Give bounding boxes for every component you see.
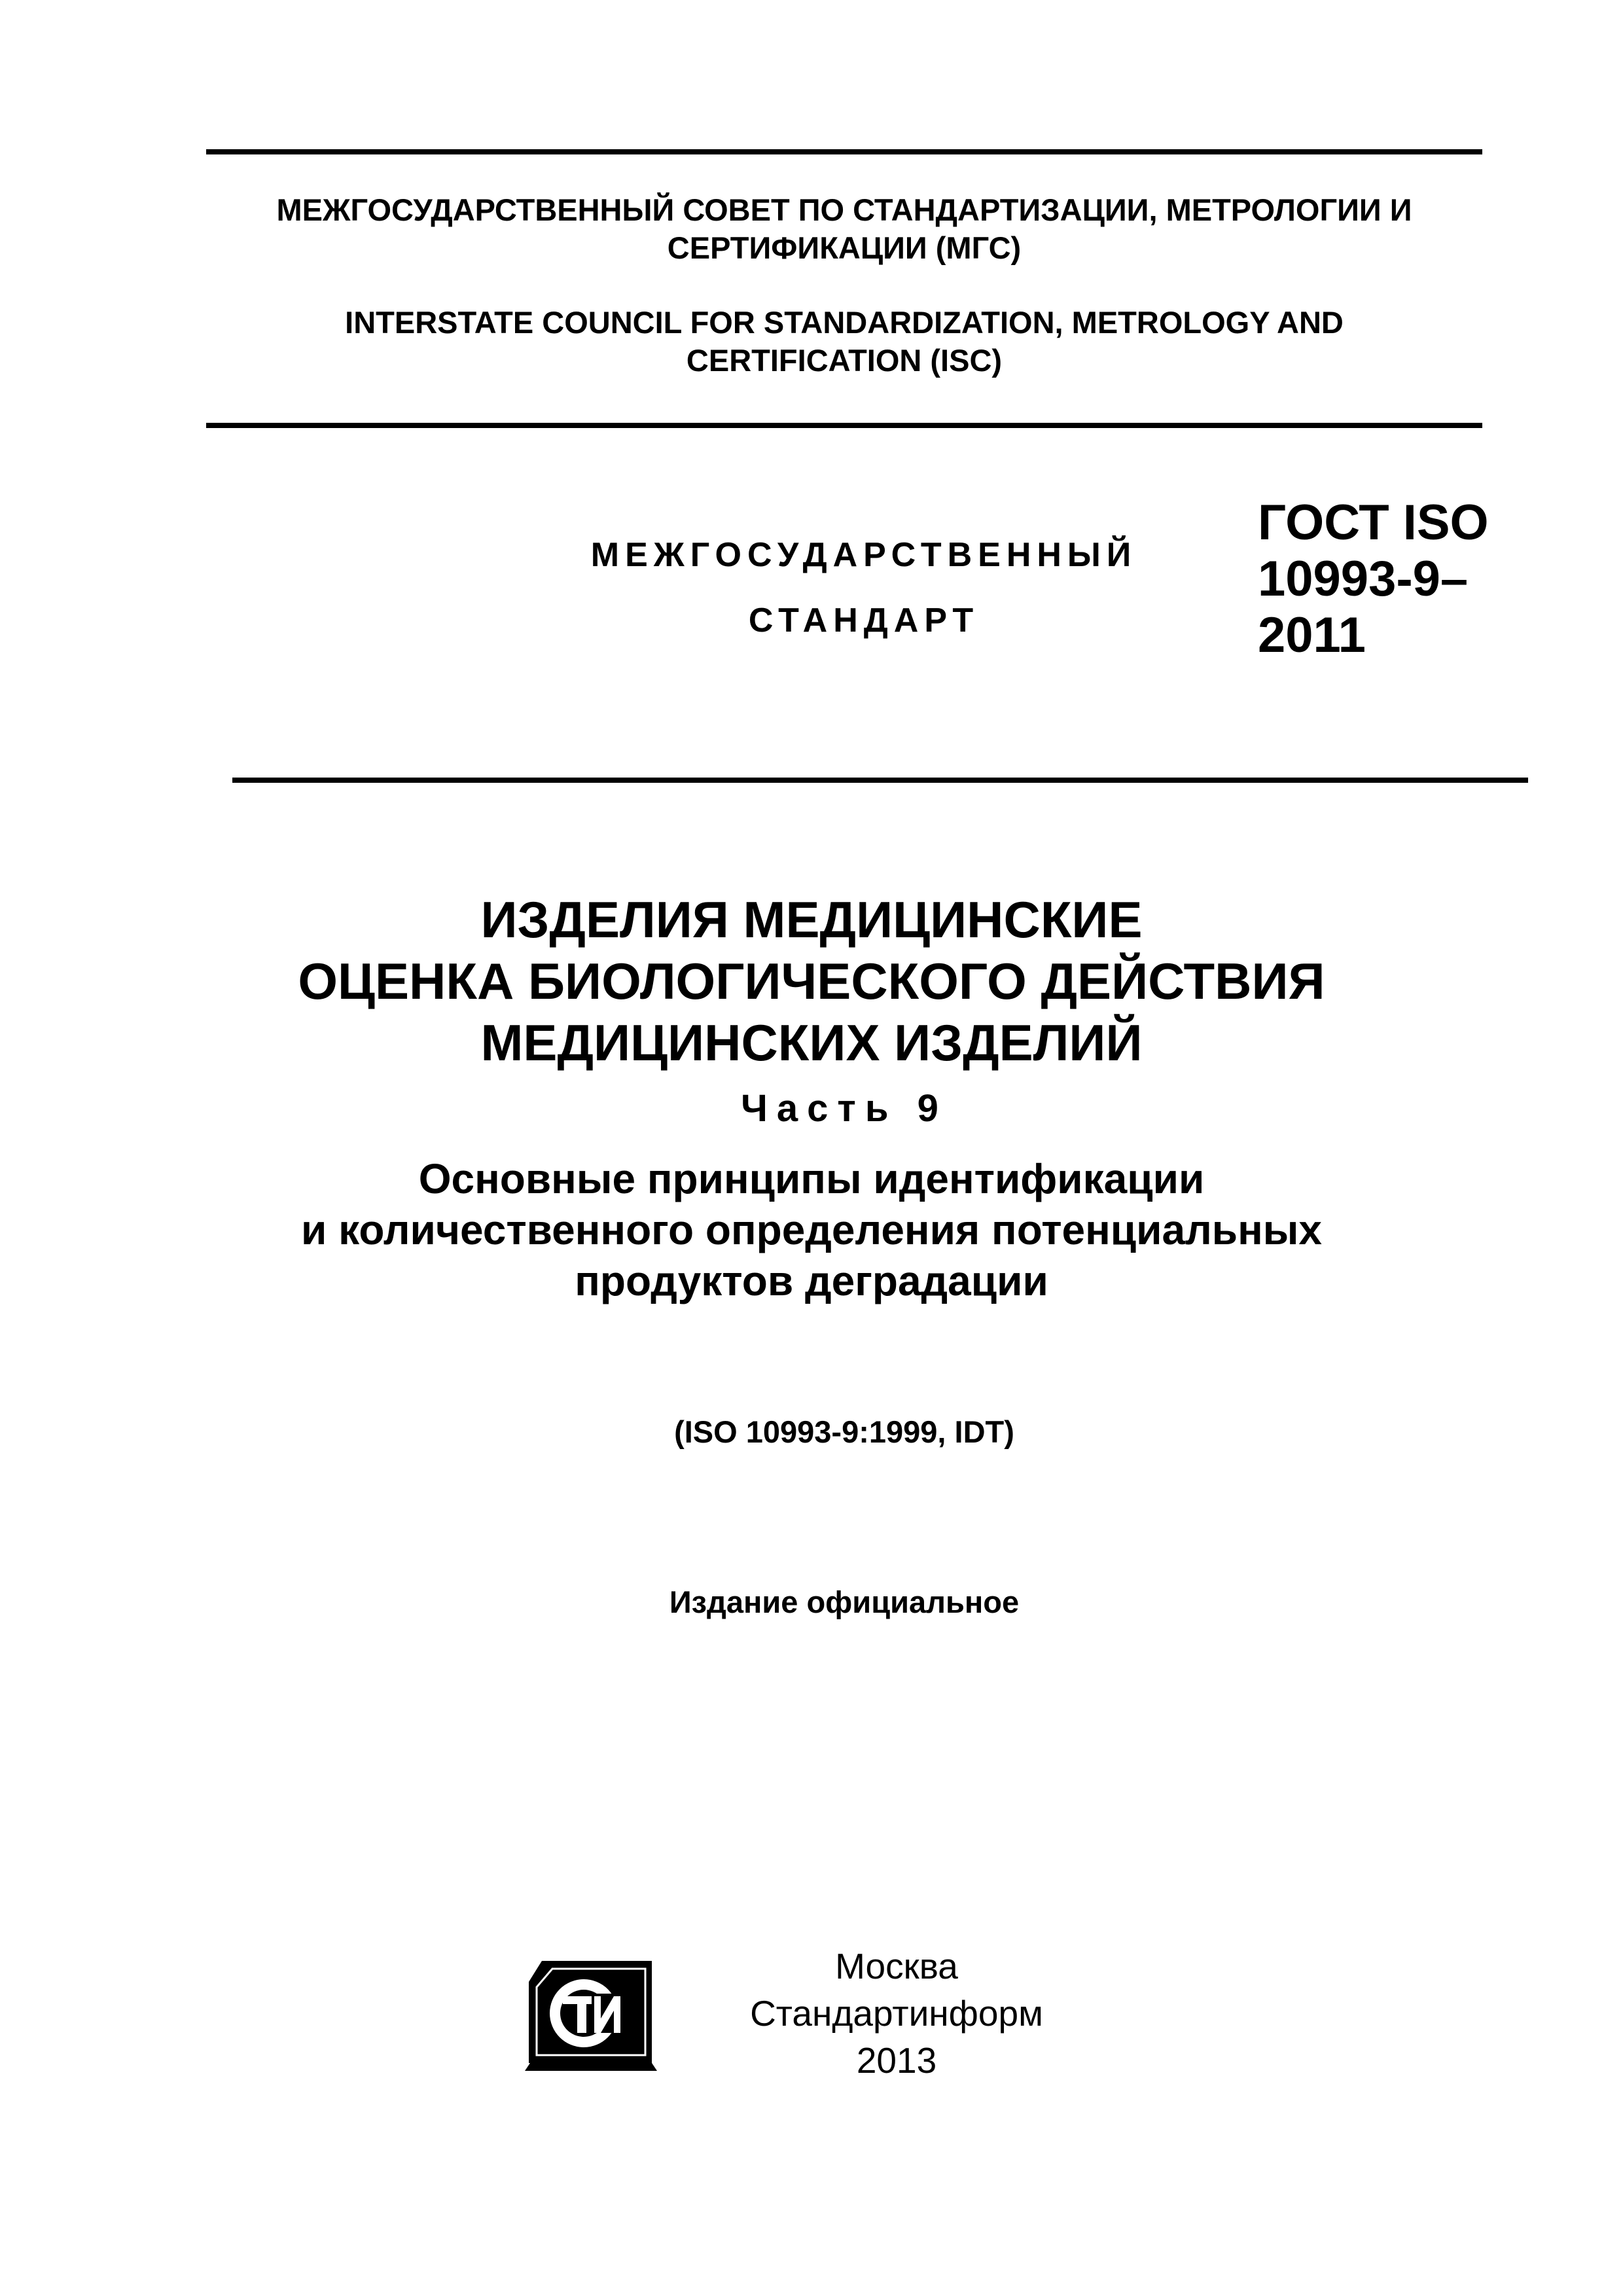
title-line-1: ИЗДЕЛИЯ МЕДИЦИНСКИЕ	[480, 891, 1143, 948]
council-name-ru	[196, 191, 1492, 267]
council-en-line-2: CERTIFICATION (ISC)	[686, 343, 1003, 378]
designation-line-1: ГОСТ ISO	[1258, 495, 1489, 550]
designation-line-3: 2011	[1258, 607, 1366, 663]
council-ru-line-1: МЕЖГОСУДАРСТВЕННЫЙ СОВЕТ ПО СТАНДАРТИЗАЦИИ, МЕТРОЛОГИИ И	[276, 192, 1412, 227]
publisher-block	[687, 1943, 1106, 2084]
title-line-2: ОЦЕНКА БИОЛОГИЧЕСКОГО ДЕЙСТВИЯ	[298, 952, 1325, 1010]
council-name-en	[196, 304, 1492, 380]
subtitle-line-1: Основные принципы идентификации	[418, 1155, 1205, 1202]
standard-kind-line-2: СТАНДАРТ	[748, 601, 980, 639]
subtitle-line-3: продуктов деградации	[575, 1257, 1048, 1304]
standard-designation	[1258, 495, 1533, 664]
title-line-3: МЕДИЦИНСКИХ ИЗДЕЛИЙ	[480, 1014, 1143, 1071]
council-en-line-1: INTERSTATE COUNCIL FOR STANDARDIZATION, METROLOGY AND	[345, 305, 1344, 340]
document-title	[131, 889, 1492, 1073]
standartinform-logo-icon	[524, 1956, 661, 2073]
top-rule	[206, 149, 1482, 154]
subtitle-line-2: и количественного определения потенциальных	[301, 1206, 1322, 1253]
iso-reference: (ISO 10993-9:1999, IDT)	[674, 1414, 1014, 1449]
publisher-year: 2013	[856, 2040, 937, 2081]
designation-line-2: 10993-9–	[1258, 551, 1469, 607]
publisher-name: Стандартинформ	[750, 1993, 1043, 2034]
part-number: Часть 9	[741, 1087, 948, 1130]
standard-kind-line-1: МЕЖГОСУДАРСТВЕННЫЙ	[590, 536, 1137, 574]
council-ru-line-2: СЕРТИФИКАЦИИ (МГС)	[667, 230, 1022, 265]
middle-rule	[206, 423, 1482, 428]
publisher-city: Москва	[835, 1946, 958, 1986]
edition-note: Издание официальное	[669, 1585, 1020, 1619]
title-rule	[232, 778, 1528, 783]
document-subtitle	[131, 1153, 1492, 1306]
